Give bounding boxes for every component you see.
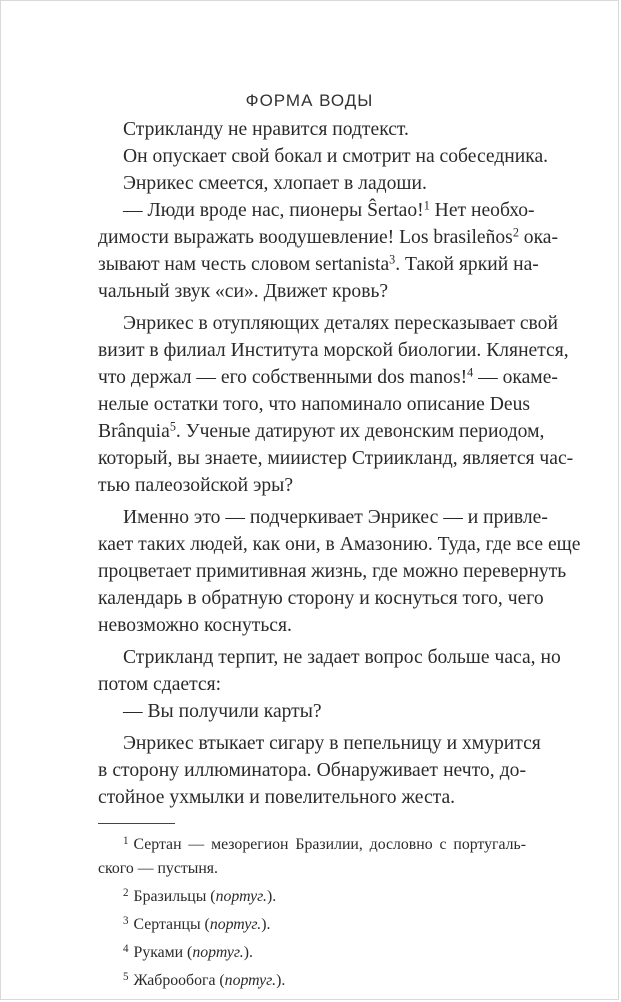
footnote-separator (98, 823, 175, 824)
footnote: $^5$ Жаброобога (португ.). (123, 971, 286, 989)
text-line: — Вы получили карты? (123, 701, 322, 722)
running-header: ФОРМА ВОДЫ (245, 91, 374, 110)
text-line: Энрикес в отупляющих деталях пересказывает свой (123, 313, 558, 334)
text-line: который, вы знаете, мииистер Стриикланд, является час- (98, 448, 574, 469)
text-line: Он опускает свой бокал и смотрит на собеседника. (123, 146, 549, 167)
text-line: тью палеозойской эры? (98, 475, 294, 496)
footnote: $^4$ Руками (португ.). (123, 943, 253, 961)
text-line: чальный звук «си». Движет кровь? (98, 281, 389, 302)
text-line: Именно это — подчеркивает Энрикес — и привле- (123, 507, 548, 528)
text-line: Стрикланду не нравится подтекст. (123, 119, 409, 140)
text-line: невозможно коснуться. (98, 615, 292, 636)
footnote: $^1$ Сертан — мезорегион Бразилии, дословно с португаль- (123, 835, 526, 853)
text-line: процветает примитивная жизнь, где можно перевернуть (98, 561, 567, 582)
text-line: нелые остатки того, что напоминало описание Deus (98, 394, 531, 415)
footnote: ского — пустыня. (98, 860, 219, 877)
text-line: Энрикес смеется, хлопает в ладоши. (123, 173, 427, 194)
text-line: визит в филиал Института морской биологии. Клянется, (98, 340, 569, 361)
text-line: Стрикланд терпит, не задает вопрос больше часа, но (123, 647, 561, 668)
text-line: в сторону иллюминатора. Обнаруживает нечто, до- (98, 760, 526, 781)
footnote: $^2$ Бразильцы (португ.). (123, 887, 277, 905)
text-line: кает таких людей, как они, в Амазонию. Туда, где все еще (98, 534, 581, 555)
text-line: календарь в обратную сторону и коснуться того, чего (98, 588, 544, 609)
text-line: что держал — его собственными dos manos!$^4$ — окаме- (98, 365, 558, 388)
text-line: — Люди вроде нас, пионеры Ŝertao!$^1$ Нет необхо- (123, 198, 535, 221)
footnote: $^3$ Сертанцы (португ.). (123, 915, 271, 933)
text-line: Brânquia$^5$. Ученые датируют их девонским периодом, (98, 419, 545, 442)
text-line: димости выражать воодушевление! Los brasileños$^2$ ока- (98, 225, 559, 248)
text-line: Энрикес втыкает сигару в пепельницу и хмурится (123, 733, 541, 754)
text-line: потом сдается: (98, 674, 222, 695)
text-line: стойное ухмылки и повелительного жеста. (98, 787, 456, 808)
text-line: зывают нам честь словом sertanista$^3$. Такой яркий на- (98, 252, 539, 275)
